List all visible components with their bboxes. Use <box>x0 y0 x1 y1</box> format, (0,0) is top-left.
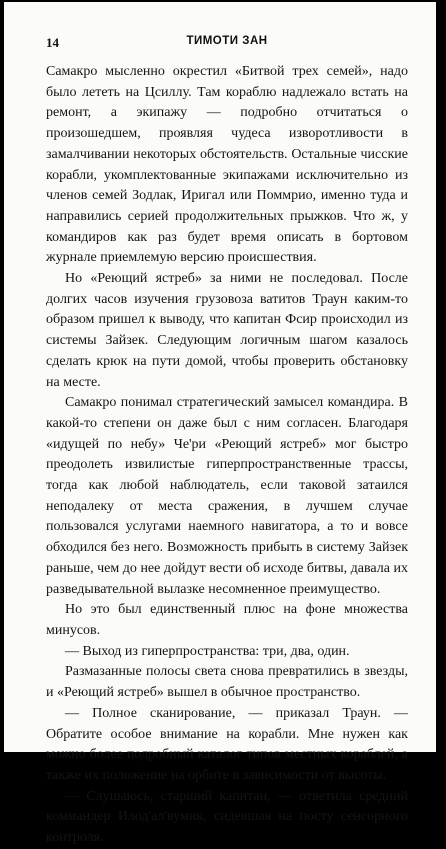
paragraph: Размазанные полосы света снова превратились в звезды, и «Реющий ястреб» вышел в обычное пространство. <box>46 664 408 701</box>
dialogue-line: — Слушаюсь, старший капитан, — ответила средний коммандер Илод'ал'вумик, сидевшая на посту сенсорного контроля. <box>46 788 408 846</box>
paragraph: Самакро понимал стратегический замысел командира. В какой-то степени он даже был с ним согласен. Благодаря «идущей по небу» Че'ри «Реющий ястреб» мог быстро преодолеть извилистые гиперпространственные трассы, тогда как любой наблюдатель, если таковой затаился неподалеку от места сражения, в лучшем случае пользовался услугами наемного навигатора, а то и вовсе обходился без него. Возможность прибыть в систему Зайзек раньше, чем до нее дойдут вести об исходе битвы, давала их разведывательной вылазке несомненное преимущество. <box>46 395 408 597</box>
book-page <box>4 2 436 846</box>
dialogue-line: — Выход из гиперпространства: три, два, один. <box>65 643 350 659</box>
paragraph: Но «Реющий ястреб» за ними не последовал. После долгих часов изучения грузовоза ватитов Траун каким-то образом пришел к выводу, что капитан Фсир происходил из системы Зайзек. Следующим логичным шагом казалось сделать крюк на пути домой, чтобы проверить обстановку на месте. <box>46 271 408 390</box>
running-title: ТИМОТИ ЗАН <box>186 35 268 47</box>
paragraph: Самакро мысленно окрестил «Битвой трех семей», надо было лететь на Цсиллу. Там кораблю надлежало встать на ремонт, а экипажу — подробно отчитаться о произошедшем, проявляя чудеса изворотливости в замалчивании некоторых обстоятельств. Остальные чисские корабли, укомплектованные экипажами исключительно из членов семей Зодлак, Иригал или Поммрио, именно туда и направились серией продолжительных прыжков. Что ж, у командиров как раз будет время описать в бортовом журнале приемлемую версию происшествия. <box>46 64 408 266</box>
body-text <box>46 62 408 849</box>
page-header <box>46 35 408 51</box>
dialogue-line: — Полное сканирование, — приказал Траун. — Обратите особое внимание на корабли. Мне нужен как можно более подробный каталог типов местных кораблей, а также их положение на орбите в зависимости от высоты. <box>46 705 408 783</box>
paragraph: Но это был единственный плюс на фоне множества минусов. <box>46 602 408 638</box>
page-number: 14 <box>46 35 59 50</box>
